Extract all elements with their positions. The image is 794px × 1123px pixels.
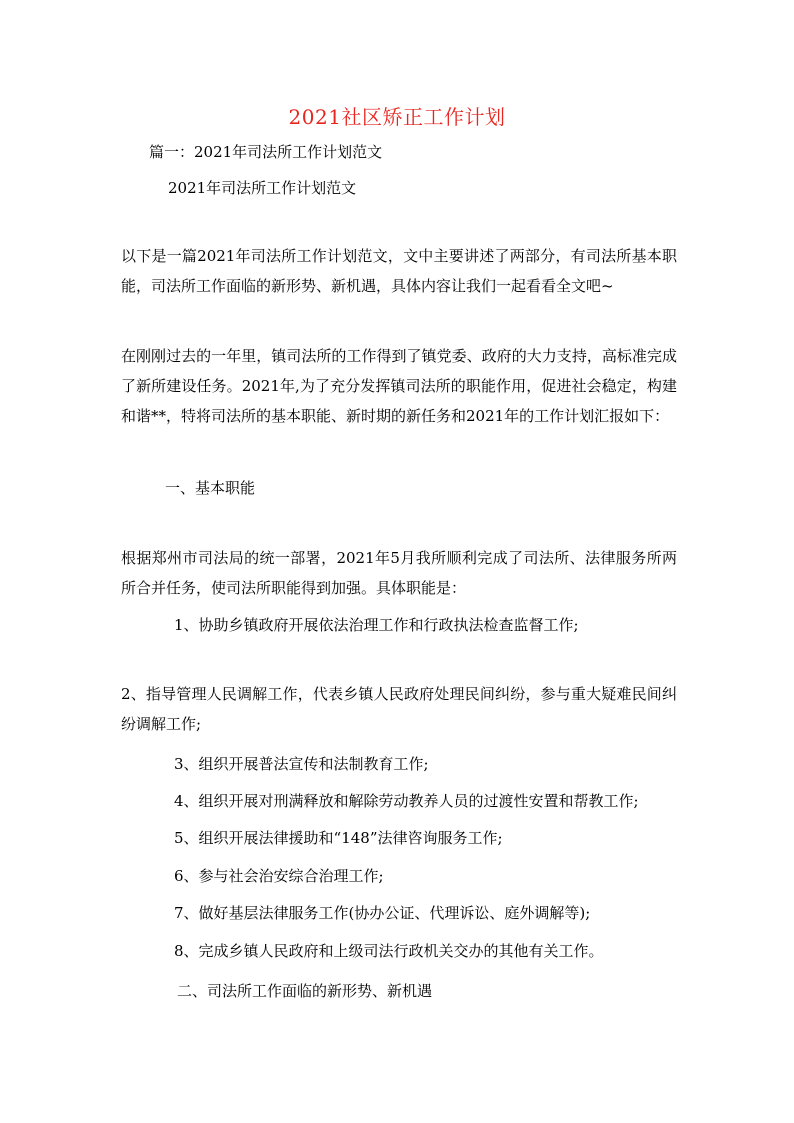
subtitle: 2021年司法所工作计划范文 xyxy=(168,179,357,197)
list-item-1: 1、协助乡镇政府开展依法治理工作和行政执法检查监督工作; xyxy=(174,616,579,634)
list-item-3: 3、组织开展普法宣传和法制教育工作; xyxy=(174,755,429,773)
list-item-7: 7、做好基层法律服务工作(协办公证、代理诉讼、庭外调解等); xyxy=(174,904,591,922)
list-item-2: 2、指导管理人民调解工作，代表乡镇人民政府处理民间纠纷，参与重大疑难民间纠纷调解工作; xyxy=(121,685,677,733)
paragraph-2: 根据郑州市司法局的统一部署，2021年5月我所顺利完成了司法所、法律服务所两所合并任务，使司法所职能得到加强。具体职能是： xyxy=(121,549,677,597)
paragraph-1: 在刚刚过去的一年里，镇司法所的工作得到了镇党委、政府的大力支持，高标准完成了新所建设任务。2021年,为了充分发挥镇司法所的职能作用，促进社会稳定，构建和谐**，特将司法所的基本职能、新时期的新任务和2021年的工作计划汇报如下： xyxy=(121,347,677,425)
list-item-8: 8、完成乡镇人民政府和上级司法行政机关交办的其他有关工作。 xyxy=(174,942,604,960)
list-item-6: 6、参与社会治安综合治理工作; xyxy=(174,867,384,885)
list-item-4: 4、组织开展对刑满释放和解除劳动教养人员的过渡性安置和帮教工作; xyxy=(174,792,639,810)
list-item-5: 5、组织开展法律援助和“148”法律咨询服务工作; xyxy=(174,829,503,847)
intro-paragraph: 以下是一篇2021年司法所工作计划范文，文中主要讲述了两部分，有司法所基本职能，司法所工作面临的新形势、新机遇，具体内容让我们一起看看全文吧~ xyxy=(121,247,677,295)
section-1-heading: 一、基本职能 xyxy=(165,479,256,497)
document-title: 2021社区矫正工作计划 xyxy=(288,105,506,129)
part-heading: 篇一：2021年司法所工作计划范文 xyxy=(149,143,383,161)
section-2-heading: 二、司法所工作面临的新形势、新机遇 xyxy=(177,982,433,1000)
